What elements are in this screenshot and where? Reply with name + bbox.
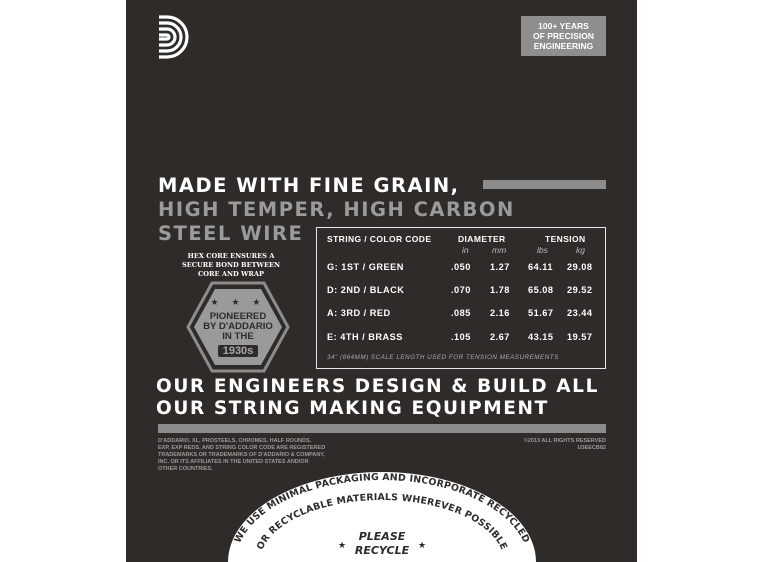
header-diameter: DIAMETER — [458, 234, 506, 244]
cell-mm: 1.78 — [490, 285, 510, 295]
copyright-line: ©2013 ALL RIGHTS RESERVED — [523, 438, 606, 444]
cell-lbs: 65.08 — [528, 285, 554, 295]
copyright-line: U3EECB82 — [577, 445, 606, 452]
pioneer-year: 1930s — [218, 345, 259, 357]
legal-line: EXP, EXP REDS, AND STRING COLOR CODE ARE REGISTERED — [158, 445, 326, 452]
cell-kg: 23.44 — [567, 308, 593, 318]
unit-in: in — [462, 245, 469, 255]
unit-lbs: lbs — [537, 245, 548, 255]
scale-length-footnote: 34" (864MM) SCALE LENGTH USED FOR TENSION MEASUREMENTS — [327, 354, 559, 361]
stars-icon: ★ ★ ★ — [210, 297, 266, 308]
legal-line: D'ADDARIO, XL, PROSTEELS, CHROMES, HALF ROUNDS, — [158, 438, 312, 444]
cell-lbs: 64.11 — [528, 262, 553, 272]
cell-mm: 2.67 — [490, 332, 510, 342]
unit-kg: kg — [576, 245, 585, 255]
cell-kg: 29.52 — [567, 285, 593, 295]
cell-string: A: 3RD / RED — [327, 308, 391, 318]
cell-in: .085 — [451, 308, 471, 318]
engineers-line-2: OUR STRING MAKING EQUIPMENT — [156, 398, 549, 419]
hex-note-line: SECURE BOND BETWEEN — [181, 261, 281, 269]
cell-in: .105 — [451, 332, 471, 342]
recycle-seal — [126, 0, 637, 562]
badge-line: ENGINEERING — [533, 41, 594, 51]
pioneer-line: BY D'ADDARIO — [203, 320, 273, 332]
hex-note-line: CORE AND WRAP — [198, 270, 264, 278]
star-icon: ★ — [417, 541, 427, 551]
cell-in: .070 — [451, 285, 471, 295]
header-tension: TENSION — [545, 234, 586, 244]
cell-string: G: 1ST / GREEN — [327, 262, 404, 272]
hex-note-line: HEX CORE ENSURES A — [187, 252, 275, 260]
legal-line: INC. OR ITS AFFILIATES IN THE UNITED STATES AND/OR — [158, 459, 309, 466]
recycle-arc-line-1: WE USE MINIMAL PACKAGING AND INCORPORATE RECYCLED — [232, 471, 532, 545]
header-string: STRING / COLOR CODE — [327, 234, 432, 244]
legal-line: TRADEMARKS OR TRADEMARKS OF D'ADDARIO & COMPANY, — [158, 452, 325, 459]
cell-string: E: 4TH / BRASS — [327, 332, 403, 342]
cell-kg: 29.08 — [567, 262, 593, 272]
engineers-line-1: OUR ENGINEERS DESIGN & BUILD ALL — [156, 376, 599, 397]
cell-kg: 19.57 — [567, 332, 593, 342]
legal-line: OTHER COUNTRIES. — [158, 466, 213, 473]
cell-lbs: 43.15 — [528, 332, 554, 342]
headline-line-3: STEEL WIRE — [158, 222, 304, 245]
recycle-arc-line-2: OR RECYCLABLE MATERIALS WHEREVER POSSIBLE — [254, 491, 510, 552]
cell-mm: 2.16 — [490, 308, 510, 318]
packaging-card — [126, 0, 637, 562]
star-icon: ★ — [337, 541, 347, 551]
cell-mm: 1.27 — [490, 262, 510, 272]
cell-lbs: 51.67 — [528, 308, 554, 318]
headline-line-1: MADE WITH FINE GRAIN, — [158, 174, 460, 197]
pioneer-line: IN THE — [222, 330, 254, 342]
badge-line: 100+ YEARS — [538, 21, 589, 31]
headline-line-2: HIGH TEMPER, HIGH CARBON — [158, 198, 515, 221]
recycle-text: RECYCLE — [354, 544, 410, 557]
please-text: PLEASE — [358, 530, 406, 543]
pioneer-line: PIONEERED — [209, 310, 267, 322]
cell-string: D: 2ND / BLACK — [327, 285, 405, 295]
unit-mm: mm — [492, 245, 507, 255]
cell-in: .050 — [451, 262, 471, 272]
badge-line: OF PRECISION — [533, 31, 594, 41]
